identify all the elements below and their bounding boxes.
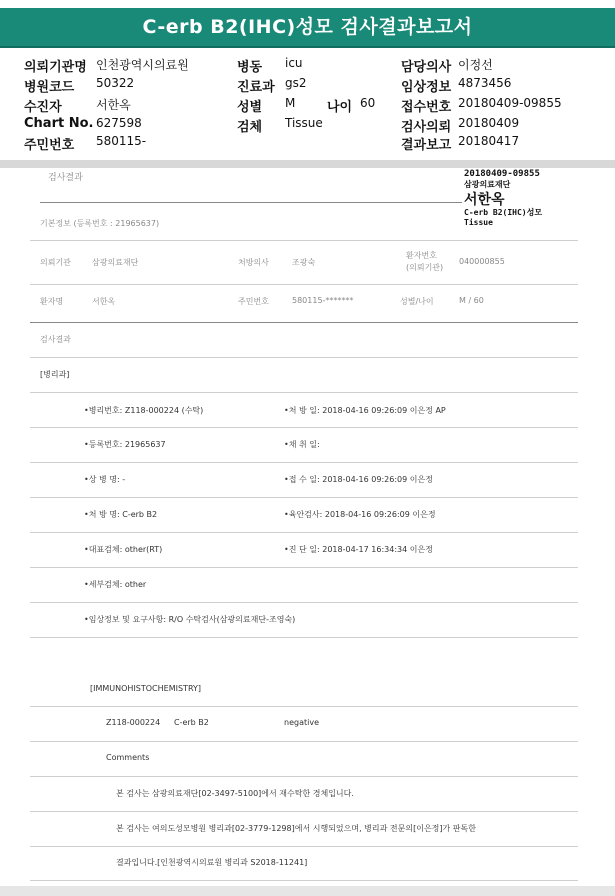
field-left: •임상정보 및 요구사항: R/O 수탁검사(삼광의료재단-조영숙) xyxy=(84,615,296,624)
doc-rule xyxy=(30,602,578,603)
stamp-name: 서한옥 xyxy=(464,192,505,208)
doc-rule xyxy=(30,357,578,358)
basic-info: 기본정보 (등록번호 : 21965637) xyxy=(40,219,160,228)
doctor-label: 처방의사 xyxy=(238,258,269,267)
stamp-org: 삼광의료재단 xyxy=(464,180,511,189)
comment-line: 본 검사는 삼광의료재단[02-3497-5100]에서 재수탁한 경체입니다. xyxy=(116,789,354,798)
pid-label: 환자번호 xyxy=(406,251,437,260)
doc-rule xyxy=(30,741,578,742)
scanned-report xyxy=(10,168,605,886)
comment-line: 본 검사는 여의도성모병원 병리과[02-3779-1298]에서 시행되었으며, 병리과 전문의[이은정]가 판독한 xyxy=(116,824,476,833)
doc-rule xyxy=(30,776,578,777)
field-right: •접 수 일: 2018-04-16 09:26:09 이은정 xyxy=(284,475,433,484)
field-right: •진 단 일: 2018-04-17 16:34:34 이은정 xyxy=(284,545,433,554)
doc-section-title: 검사결과 xyxy=(48,173,83,183)
field-left: •세부검체: other xyxy=(84,580,147,589)
field-right: •육안검사: 2018-04-16 09:26:09 이은정 xyxy=(284,510,436,519)
doc-rule xyxy=(30,532,578,533)
name-value: 서한옥 xyxy=(92,297,116,306)
doc-rule xyxy=(30,637,578,638)
field-right: •채 취 일: xyxy=(284,440,320,449)
rrn-value: 580115-******* xyxy=(292,296,354,305)
doctor-value: 조광숙 xyxy=(292,258,316,267)
doc-rule xyxy=(30,322,578,323)
doc-rule xyxy=(30,240,578,241)
pathology-heading: [병리과] xyxy=(40,370,70,379)
name-label: 환자명 xyxy=(40,297,64,306)
sexage-label: 성별/나이 xyxy=(400,297,434,306)
field-right: •처 방 일: 2018-04-16 09:26:09 이은정 AP xyxy=(284,406,446,415)
doc-rule xyxy=(30,567,578,568)
doc-rule xyxy=(30,427,578,428)
header-divider xyxy=(0,46,615,48)
doc-rule xyxy=(30,811,578,812)
comment-line: 결과입니다.[인천광역시의료원 병리과 S2018-11241] xyxy=(116,858,308,867)
field-left: •등록번호: 21965637 xyxy=(84,440,166,449)
field-left: •처 방 명: C-erb B2 xyxy=(84,510,158,519)
field-left: •상 병 명: - xyxy=(84,475,126,484)
result-title: 검사결과 xyxy=(40,335,71,344)
doc-rule xyxy=(30,284,578,285)
section-separator xyxy=(0,160,615,168)
bottom-bar xyxy=(0,886,615,896)
comments-title: Comments xyxy=(106,753,150,762)
ihc-result: negative xyxy=(284,718,319,727)
stamp-specimen: Tissue xyxy=(464,218,493,227)
inst-label: 의뢰기관 xyxy=(40,258,71,267)
field-left: •대표검체: other(RT) xyxy=(84,545,163,554)
stamp-test: C-erb B2(IHC)성모 xyxy=(464,208,543,217)
doc-rule xyxy=(30,706,578,707)
rrn-label: 주민번호 xyxy=(238,297,269,306)
doc-rule xyxy=(30,880,578,881)
doc-rule-top xyxy=(40,202,462,203)
ihc-marker: C-erb B2 xyxy=(174,718,209,727)
stamp-number: 20180409-09855 xyxy=(464,169,540,179)
ihc-id: Z118-000224 xyxy=(106,718,161,727)
doc-rule xyxy=(30,497,578,498)
doc-rule xyxy=(30,462,578,463)
pid-value: 040000855 xyxy=(459,257,505,266)
doc-rule xyxy=(30,846,578,847)
pid-label-sub: (의뢰기관) xyxy=(406,263,444,272)
report-title: C-erb B2(IHC)성모 검사결과보고서 xyxy=(0,8,615,46)
field-left: •병리번호: Z118-000224 (수탁) xyxy=(84,406,204,415)
sexage-value: M / 60 xyxy=(459,296,484,305)
doc-rule xyxy=(30,392,578,393)
inst-value: 삼광의료재단 xyxy=(92,258,139,267)
ihc-title: [IMMUNOHISTOCHEMISTRY] xyxy=(90,684,201,693)
